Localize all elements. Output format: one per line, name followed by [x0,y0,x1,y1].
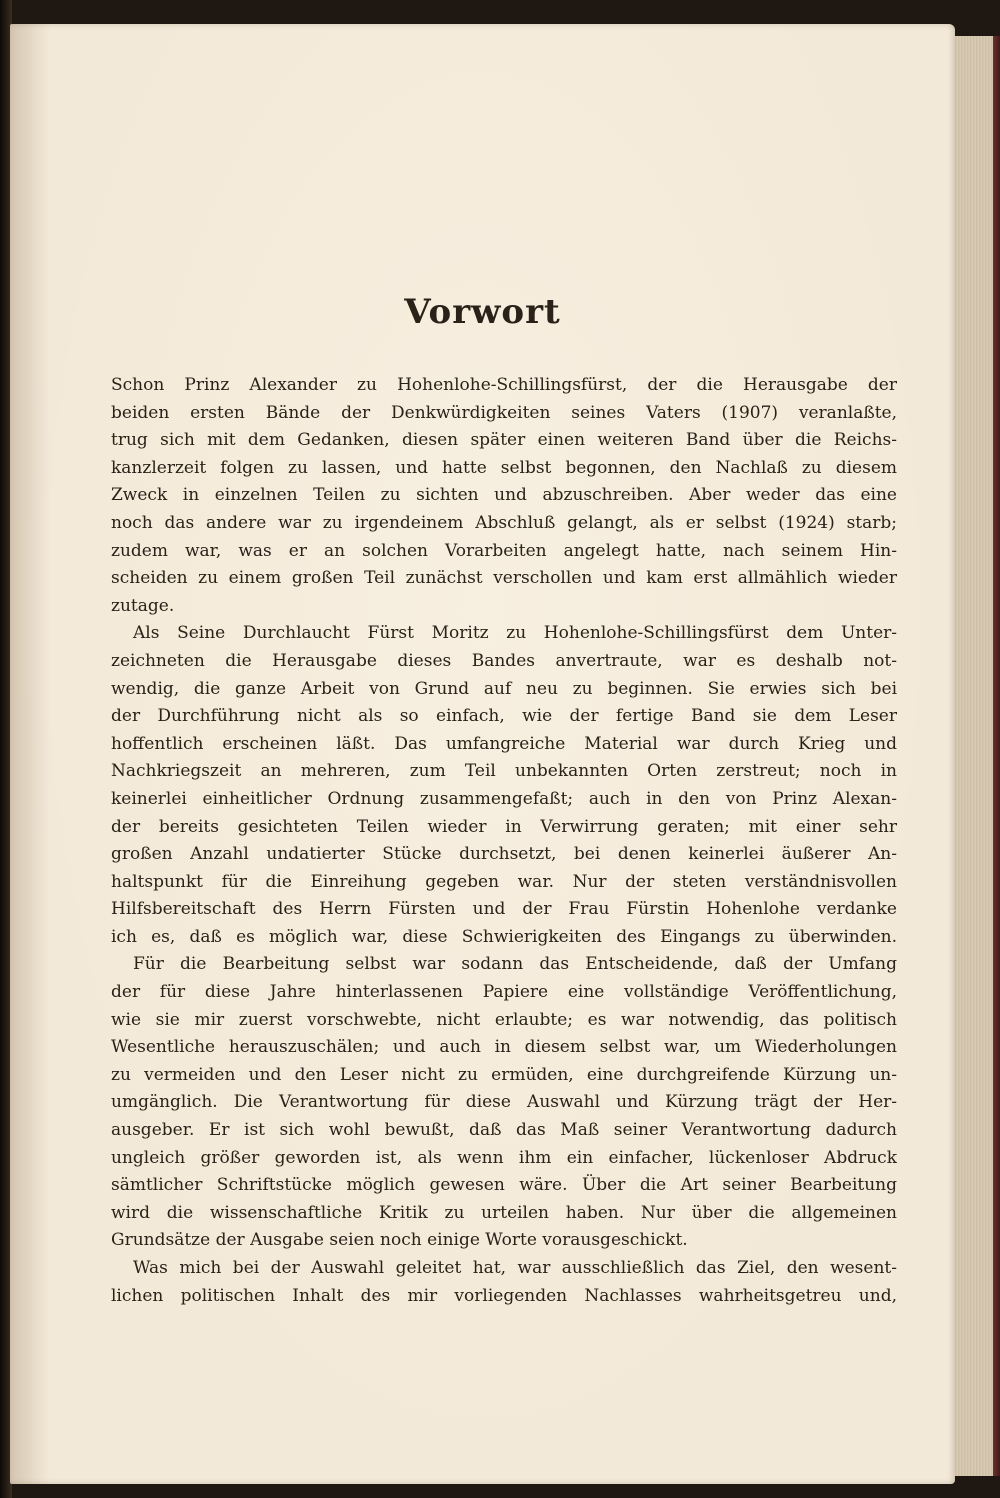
text-line: umgänglich. Die Verantwortung für diese Auswahl und Kürzung trägt der Her- [111,1092,897,1113]
text-line: Schon Prinz Alexander zu Hohenlohe-Schillingsfürst, der die Herausgabe der [111,375,897,395]
text-line: großen Anzahl undatierter Stücke durchsetzt, bei denen keinerlei äußerer An- [111,844,897,865]
text-line: Nachkriegszeit an mehreren, zum Teil unbekannten Orten zerstreut; noch in [111,761,897,782]
text-line: wird die wissenschaftliche Kritik zu urteilen haben. Nur über die allgemeinen [111,1202,897,1223]
body-text [111,372,897,1310]
text-line: sämtlicher Schriftstücke möglich gewesen wäre. Über die Art seiner Bearbeitung [111,1175,897,1196]
text-line: beiden ersten Bände der Denkwürdigkeiten seines Vaters (1907) veranlaßte, [111,402,897,423]
text-line: lichen politischen Inhalt des mir vorliegenden Nachlasses wahrheitsgetreu und, [111,1285,897,1306]
text-line: der bereits gesichteten Teilen wieder in Verwirrung geraten; mit einer sehr [111,816,897,837]
text-line: zeichneten die Herausgabe dieses Bandes anvertraute, war es deshalb not- [111,650,897,671]
text-line: zutage. [111,595,175,616]
text-line: Zweck in einzelnen Teilen zu sichten und abzuschreiben. Aber weder das eine [111,485,897,506]
book-page [10,24,955,1484]
text-line: scheiden zu einem großen Teil zunächst verschollen und kam erst allmählich wieder [111,568,897,589]
text-line: ungleich größer geworden ist, als wenn ihm ein einfacher, lückenloser Abdruck [111,1147,897,1168]
text-line: Grundsätze der Ausgabe seien noch einige Worte vorausgeschickt. [111,1230,688,1251]
text-line: keinerlei einheitlicher Ordnung zusammengefaßt; auch in den von Prinz Alexan- [111,788,897,809]
text-line: Was mich bei der Auswahl geleitet hat, war ausschließlich das Ziel, den wesent- [133,1258,897,1278]
text-line: der für diese Jahre hinterlassenen Papiere eine vollständige Veröffentlichung, [111,982,897,1003]
text-line: Für die Bearbeitung selbst war sodann das Entscheidende, daß der Umfang [133,954,897,975]
text-line: Wesentliche herauszuschälen; und auch in diesem selbst war, um Wiederholungen [111,1037,897,1058]
text-line: Hilfsbereitschaft des Herrn Fürsten und der Frau Fürstin Hohenlohe verdanke [111,899,897,920]
text-line: der Durchführung nicht als so einfach, wie der fertige Band sie dem Leser [111,706,897,727]
text-line: wendig, die ganze Arbeit von Grund auf neu zu beginnen. Sie erwies sich bei [111,678,897,699]
text-line: ausgeber. Er ist sich wohl bewußt, daß das Maß seiner Verantwortung dadurch [111,1120,897,1141]
text-line: Als Seine Durchlaucht Fürst Moritz zu Hohenlohe-Schillingsfürst dem Unter- [133,623,897,644]
text-line: kanzlerzeit folgen zu lassen, und hatte selbst begonnen, den Nachlaß zu diesem [111,457,897,478]
text-line: noch das andere war zu irgendeinem Abschluß gelangt, als er selbst (1924) starb; [111,512,897,533]
text-line: zu vermeiden und den Leser nicht zu ermüden, eine durchgreifende Kürzung un- [111,1064,897,1085]
text-line: trug sich mit dem Gedanken, diesen später einen weiteren Band über die Reichs- [111,430,897,451]
text-line: zudem war, was er an solchen Vorarbeiten angelegt hatte, nach seinem Hin- [111,540,897,561]
page-title: Vorwort [404,292,561,332]
text-line: wie sie mir zuerst vorschwebte, nicht erlaubte; es war notwendig, das politisch [111,1009,897,1030]
text-line: hoffentlich erscheinen läßt. Das umfangreiche Material war durch Krieg und [111,733,897,754]
page-edges [952,36,1000,1476]
text-line: haltspunkt für die Einreihung gegeben war. Nur der steten verständnisvollen [111,871,897,892]
text-line: ich es, daß es möglich war, diese Schwierigkeiten des Eingangs zu überwinden. [111,926,897,947]
